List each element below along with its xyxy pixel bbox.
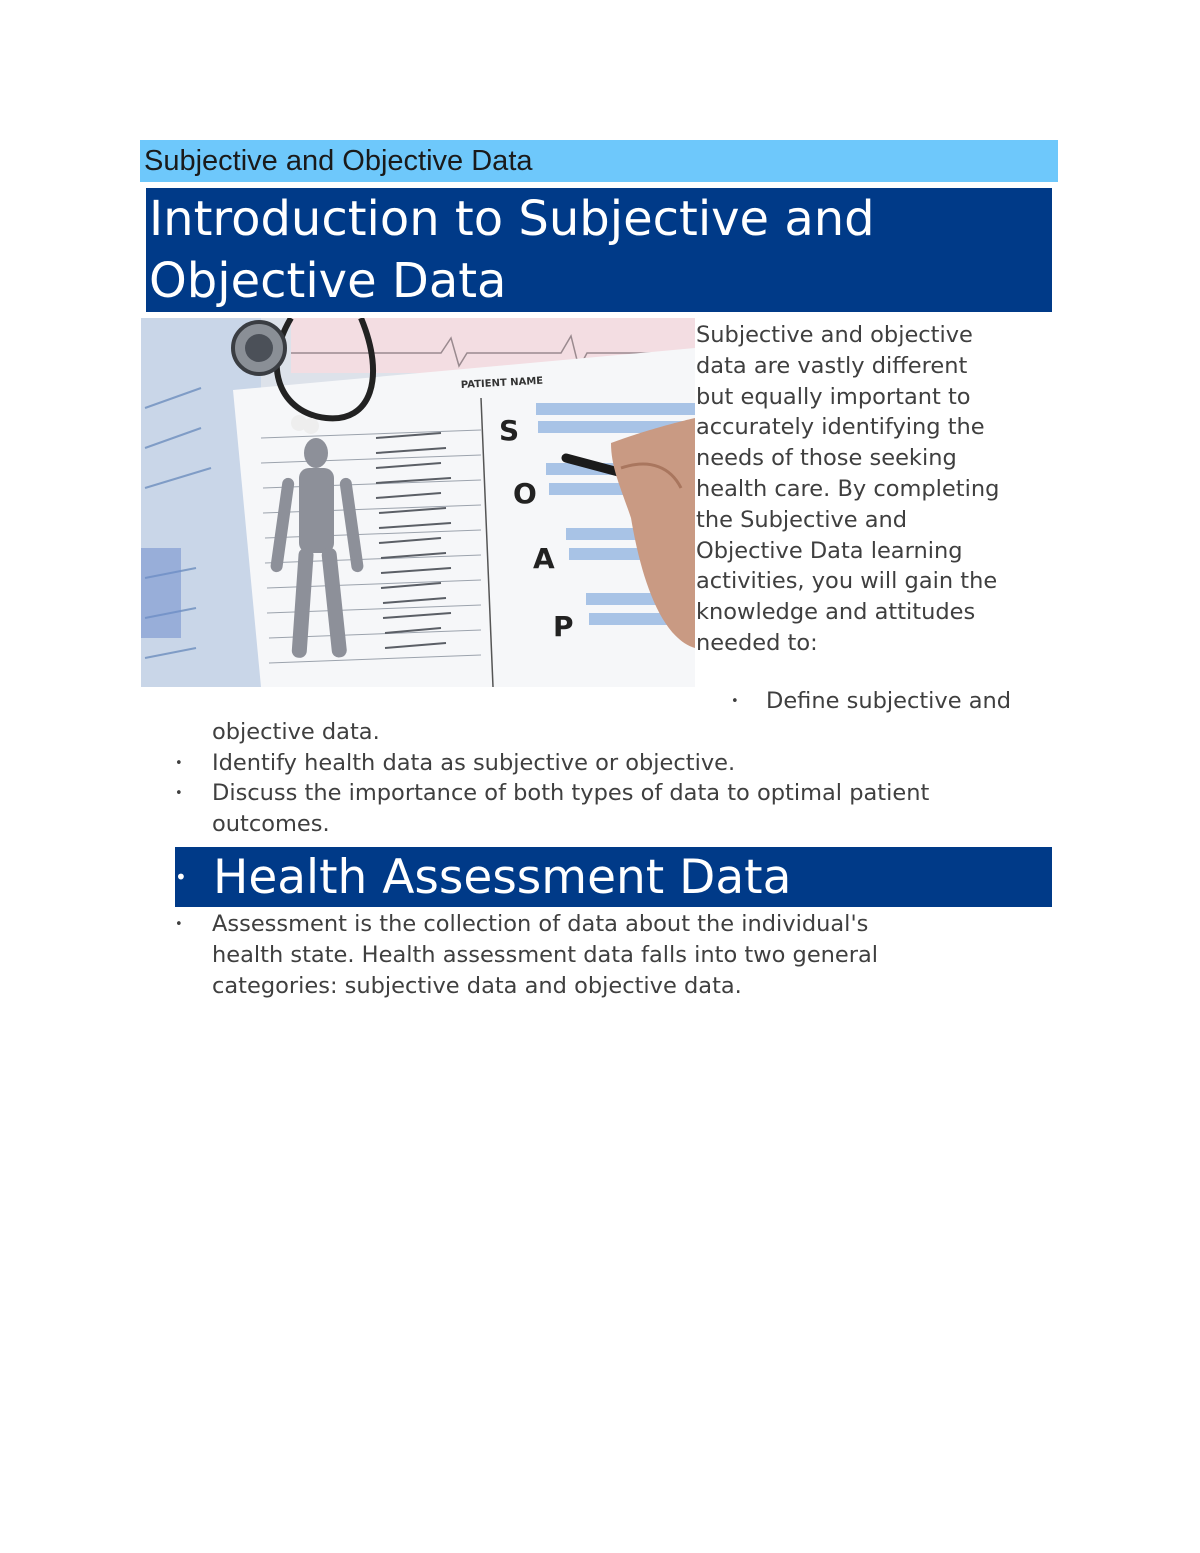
- intro-line: Subjective and objective: [696, 322, 973, 348]
- objective-text: Identify health data as subjective or objective.: [212, 749, 736, 776]
- soap-form-photo: [141, 318, 695, 687]
- intro-line: needs of those seeking: [696, 445, 957, 472]
- objective-text: Define subjective and: [766, 688, 1012, 714]
- intro-line: health care. By completing: [696, 475, 1000, 502]
- list-item: [0, 748, 1200, 779]
- bullet-icon: •: [731, 694, 739, 709]
- intro-line: accurately identifying the: [696, 414, 985, 441]
- bullet-icon: •: [175, 755, 183, 771]
- intro-line: the Subjective and: [696, 506, 908, 533]
- assessment-text: health state. Health assessment data falls into two general: [212, 941, 879, 968]
- list-item-continuation: [0, 971, 1200, 1002]
- objective-text: outcomes.: [212, 811, 330, 838]
- list-item-continuation: [0, 717, 1200, 748]
- soap-letter-o: O: [513, 477, 537, 510]
- heading-text: Health Assessment Data: [213, 850, 792, 905]
- soap-letter-s: S: [499, 414, 520, 447]
- intro-line: but equally important to: [696, 383, 971, 410]
- soap-form-illustration: [141, 318, 695, 687]
- list-item-continuation: [0, 940, 1200, 971]
- heading-line-2: Objective Data: [149, 253, 507, 309]
- assessment-text: categories: subjective data and objective data.: [212, 972, 742, 999]
- assessment-list: [0, 909, 1200, 1001]
- document-title: Subjective and Objective Data: [140, 140, 1058, 182]
- objectives-list: [0, 686, 1200, 840]
- intro-line: activities, you will gain the: [696, 568, 998, 595]
- soap-letter-p: P: [553, 610, 574, 643]
- section-heading-health-assessment: [175, 847, 1052, 907]
- objective-text: objective data.: [212, 718, 380, 745]
- soap-letter-a: A: [533, 542, 555, 575]
- list-item-continuation: [0, 809, 1200, 840]
- heading-line-1: Introduction to Subjective and: [149, 191, 875, 247]
- intro-line: data are vastly different: [696, 352, 968, 379]
- intro-line: needed to:: [696, 629, 818, 656]
- list-item: [0, 909, 1200, 940]
- form-header-text: PATIENT NAME: [460, 375, 544, 391]
- intro-line: Objective Data learning: [696, 537, 963, 564]
- list-item: [0, 778, 1200, 809]
- intro-line: knowledge and attitudes: [696, 599, 976, 626]
- intro-paragraph: [696, 320, 1056, 659]
- assessment-text: Assessment is the collection of data about the individual's: [212, 911, 869, 937]
- section-heading-introduction: [146, 188, 1052, 312]
- objective-text: Discuss the importance of both types of data to optimal patient: [212, 780, 930, 807]
- bullet-icon: •: [175, 917, 183, 932]
- bullet-icon: •: [175, 786, 183, 802]
- list-item: [0, 686, 1200, 717]
- bullet-icon: •: [175, 865, 187, 889]
